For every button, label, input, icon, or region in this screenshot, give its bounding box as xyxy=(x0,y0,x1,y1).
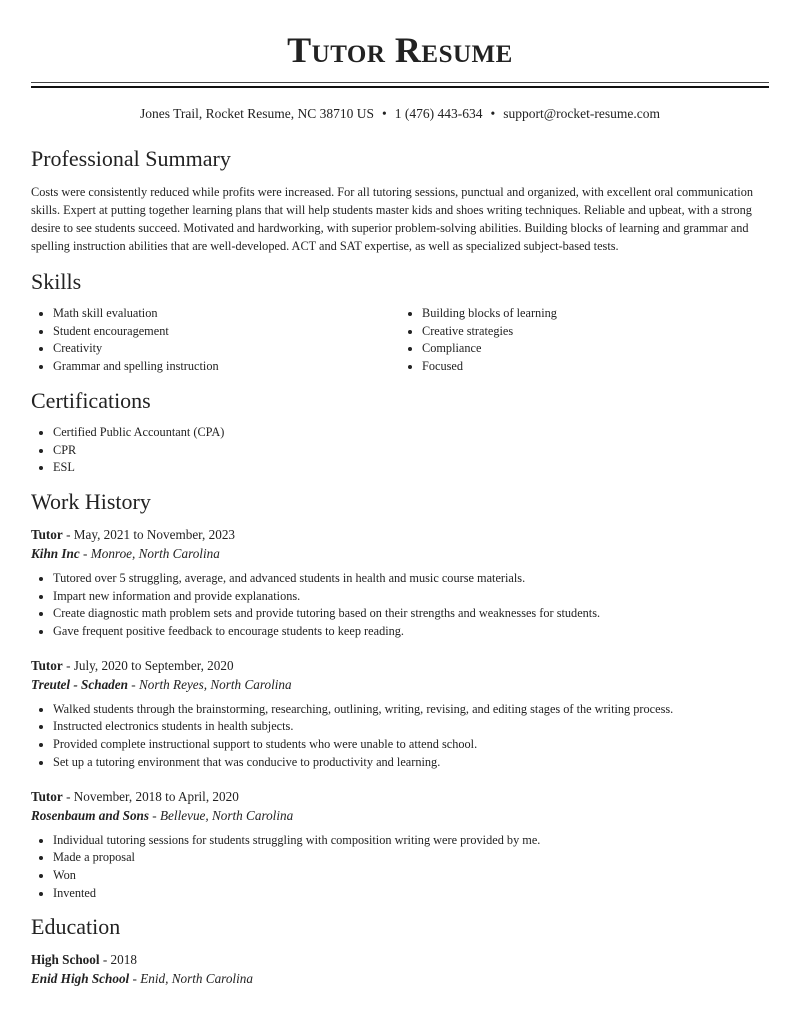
job-company: Rosenbaum and Sons xyxy=(31,807,149,823)
job-title-line xyxy=(31,787,769,806)
job-company-line xyxy=(31,806,769,825)
education-section xyxy=(31,913,769,988)
certification-item: • CPR xyxy=(53,442,769,460)
job-entry xyxy=(31,656,769,772)
section-heading-work-history: Work History xyxy=(31,488,151,514)
section-heading-certifications: Certifications xyxy=(31,387,151,413)
skills-list-right xyxy=(400,305,769,376)
job-location: Bellevue, North Carolina xyxy=(160,807,294,823)
divider-thick-line xyxy=(31,86,769,88)
job-title-line xyxy=(31,525,769,544)
job-title-line xyxy=(31,656,769,675)
dash-separator: - xyxy=(79,545,91,561)
certification-item: • ESL xyxy=(53,459,769,477)
certifications-list xyxy=(31,424,769,477)
job-bullets xyxy=(31,570,769,641)
job-dates: November, 2018 to April, 2020 xyxy=(73,788,239,804)
certification-item: • Certified Public Accountant (CPA) xyxy=(53,424,769,442)
skill-item: • Grammar and spelling instruction xyxy=(53,358,400,376)
job-bullet: • Instructed electronics students in health subjects. xyxy=(53,718,769,736)
job-bullet: • Invented xyxy=(53,885,769,903)
job-bullet: • Set up a tutoring environment that was conducive to productivity and learning. xyxy=(53,754,769,772)
skill-item: • Creativity xyxy=(53,340,400,358)
job-bullet: • Tutored over 5 struggling, average, and advanced students in health and music course materials. xyxy=(53,570,769,588)
divider-thin-line xyxy=(31,82,769,83)
job-company-line xyxy=(31,675,769,694)
job-entry xyxy=(31,787,769,903)
job-location: Monroe, North Carolina xyxy=(90,545,220,561)
dash-separator: - xyxy=(129,971,141,987)
skill-item: • Student encouragement xyxy=(53,323,400,341)
job-bullets xyxy=(31,701,769,772)
contact-address: Jones Trail, Rocket Resume, NC 38710 US xyxy=(140,106,375,121)
job-company: Treutel - Schaden xyxy=(31,676,128,692)
job-bullet: • Walked students through the brainstorming, researching, outlining, writing, revising, and editing stages of the writing process. xyxy=(53,701,769,719)
skill-item: • Compliance xyxy=(422,340,769,358)
education-school-line xyxy=(31,969,769,988)
section-heading-summary: Professional Summary xyxy=(31,146,231,171)
job-entry xyxy=(31,525,769,641)
dash-separator: - xyxy=(149,807,160,823)
summary-text: Costs were consistently reduced while profits were increased. For all tutoring sessions, punctual and organized, with excellent oral communication skills. Expert at putting together learning plans that will help students master kids and shoes writing techniques. Reliable and upbeat, with a strong desire to see students succeed. Motivated and hardworking, with superior problem-solving abilities. Building blocks of learning and grammar and spelling instruction abilities that are well-developed. ACT and SAT expertise, as well as specialized subject-based tests. xyxy=(31,185,754,253)
education-degree: High School xyxy=(31,952,100,968)
dash-separator: - xyxy=(62,788,74,804)
education-entry xyxy=(31,950,769,988)
section-heading-education: Education xyxy=(31,914,121,940)
skill-item: • Math skill evaluation xyxy=(53,305,400,323)
work-history-section xyxy=(31,488,769,902)
dash-separator: - xyxy=(62,526,74,542)
job-bullet: • Individual tutoring sessions for students struggling with composition writing were provided by me. xyxy=(53,832,769,850)
job-company: Kihn Inc xyxy=(31,545,80,561)
skill-item: • Building blocks of learning xyxy=(422,305,769,323)
resume-title: Tutor Resume xyxy=(287,30,513,70)
contact-phone: 1 (476) 443-634 xyxy=(394,106,483,121)
bullet-separator-icon: • xyxy=(490,106,496,121)
job-bullet: • Gave frequent positive feedback to encourage students to keep reading. xyxy=(53,623,769,641)
skill-item: • Creative strategies xyxy=(422,323,769,341)
education-location: Enid, North Carolina xyxy=(140,971,253,987)
header-divider xyxy=(31,82,769,88)
summary-section xyxy=(31,145,769,255)
skill-item: • Focused xyxy=(422,358,769,376)
education-school: Enid High School xyxy=(31,971,130,987)
education-degree-line xyxy=(31,950,769,969)
certifications-section xyxy=(31,387,769,477)
job-title: Tutor xyxy=(31,788,63,804)
contact-email: support@rocket-resume.com xyxy=(503,106,660,121)
dash-separator: - xyxy=(127,676,139,692)
dash-separator: - xyxy=(99,952,111,968)
job-bullet: • Impart new information and provide explanations. xyxy=(53,588,769,606)
skills-section xyxy=(31,268,769,376)
job-dates: July, 2020 to September, 2020 xyxy=(73,657,234,673)
job-bullet: • Create diagnostic math problem sets and provide tutoring based on their strengths and weaknesses for students. xyxy=(53,605,769,623)
job-dates: May, 2021 to November, 2023 xyxy=(73,526,236,542)
education-year: 2018 xyxy=(110,952,137,968)
job-location: North Reyes, North Carolina xyxy=(138,676,292,692)
job-bullets xyxy=(31,832,769,903)
skills-grid xyxy=(31,305,769,376)
job-title: Tutor xyxy=(31,526,63,542)
bullet-separator-icon: • xyxy=(382,106,387,121)
job-title: Tutor xyxy=(31,657,63,673)
job-bullet: • Provided complete instructional support to students who were unable to attend school. xyxy=(53,736,769,754)
section-heading-skills: Skills xyxy=(31,269,82,294)
contact-line xyxy=(31,105,769,123)
job-bullet: • Won xyxy=(53,867,769,885)
skills-list-left xyxy=(31,305,400,376)
dash-separator: - xyxy=(62,657,74,673)
job-company-line xyxy=(31,544,769,563)
job-bullet: • Made a proposal xyxy=(53,849,769,867)
